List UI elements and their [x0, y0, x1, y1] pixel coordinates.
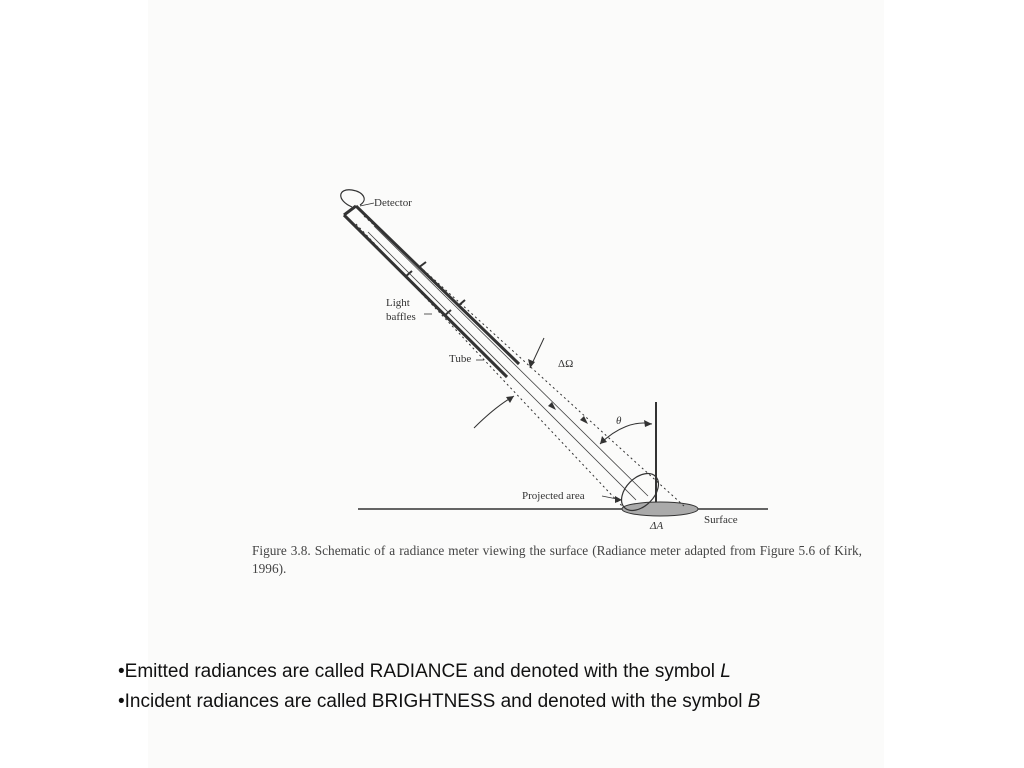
fov-line-lower	[356, 224, 622, 506]
bullet-marker: •	[118, 691, 125, 712]
delta-area-ellipse	[622, 502, 698, 516]
theta-arrowhead	[644, 420, 652, 427]
tube-wall-lower	[344, 215, 507, 377]
solid-angle-arrow-lower	[474, 396, 514, 428]
bullet-emitted-radiance	[118, 657, 760, 687]
delta-area-label: ΔA	[650, 520, 664, 532]
tube-label: Tube	[449, 353, 472, 365]
light-baffles-label-line1: Light	[386, 297, 410, 309]
detector-cap	[344, 206, 356, 215]
detector-label: Detector	[374, 197, 412, 209]
bullet-symbol: L	[720, 661, 731, 682]
solid-angle-label: ΔΩ	[558, 358, 574, 370]
bullet-symbol: B	[747, 691, 761, 712]
bullet-text: Incident radiances are called BRIGHTNESS and denoted with the symbol	[124, 691, 748, 712]
theta-arrowhead	[600, 436, 607, 444]
bullet-text: Emitted radiances are called RADIANCE and denoted with the symbol	[124, 661, 721, 682]
theta-label: θ	[616, 415, 622, 427]
bullet-list	[118, 657, 760, 717]
figure-caption: Figure 3.8. Schematic of a radiance meter viewing the surface (Radiance meter adapted from Figure 5.6 of Kirk, 1996).	[252, 543, 862, 576]
bullet-incident-radiance	[118, 687, 760, 717]
baffle	[418, 262, 426, 268]
center-ray	[374, 226, 648, 496]
ray-arrowhead	[580, 416, 588, 424]
tube-wall-upper	[356, 206, 519, 364]
projected-area-label: Projected area	[522, 490, 585, 502]
ray-arrowhead	[548, 402, 556, 410]
baffle	[405, 271, 412, 277]
center-ray	[368, 232, 636, 500]
detector-loop	[341, 190, 364, 207]
surface-label: Surface	[704, 514, 738, 526]
projected-area-arrowhead	[615, 496, 622, 503]
light-baffles-label-line2: baffles	[386, 311, 416, 323]
solid-angle-arrowhead	[506, 396, 514, 403]
theta-arc	[600, 423, 652, 444]
bullet-marker: •	[118, 661, 125, 682]
baffle	[444, 310, 451, 316]
baffle	[458, 300, 465, 306]
